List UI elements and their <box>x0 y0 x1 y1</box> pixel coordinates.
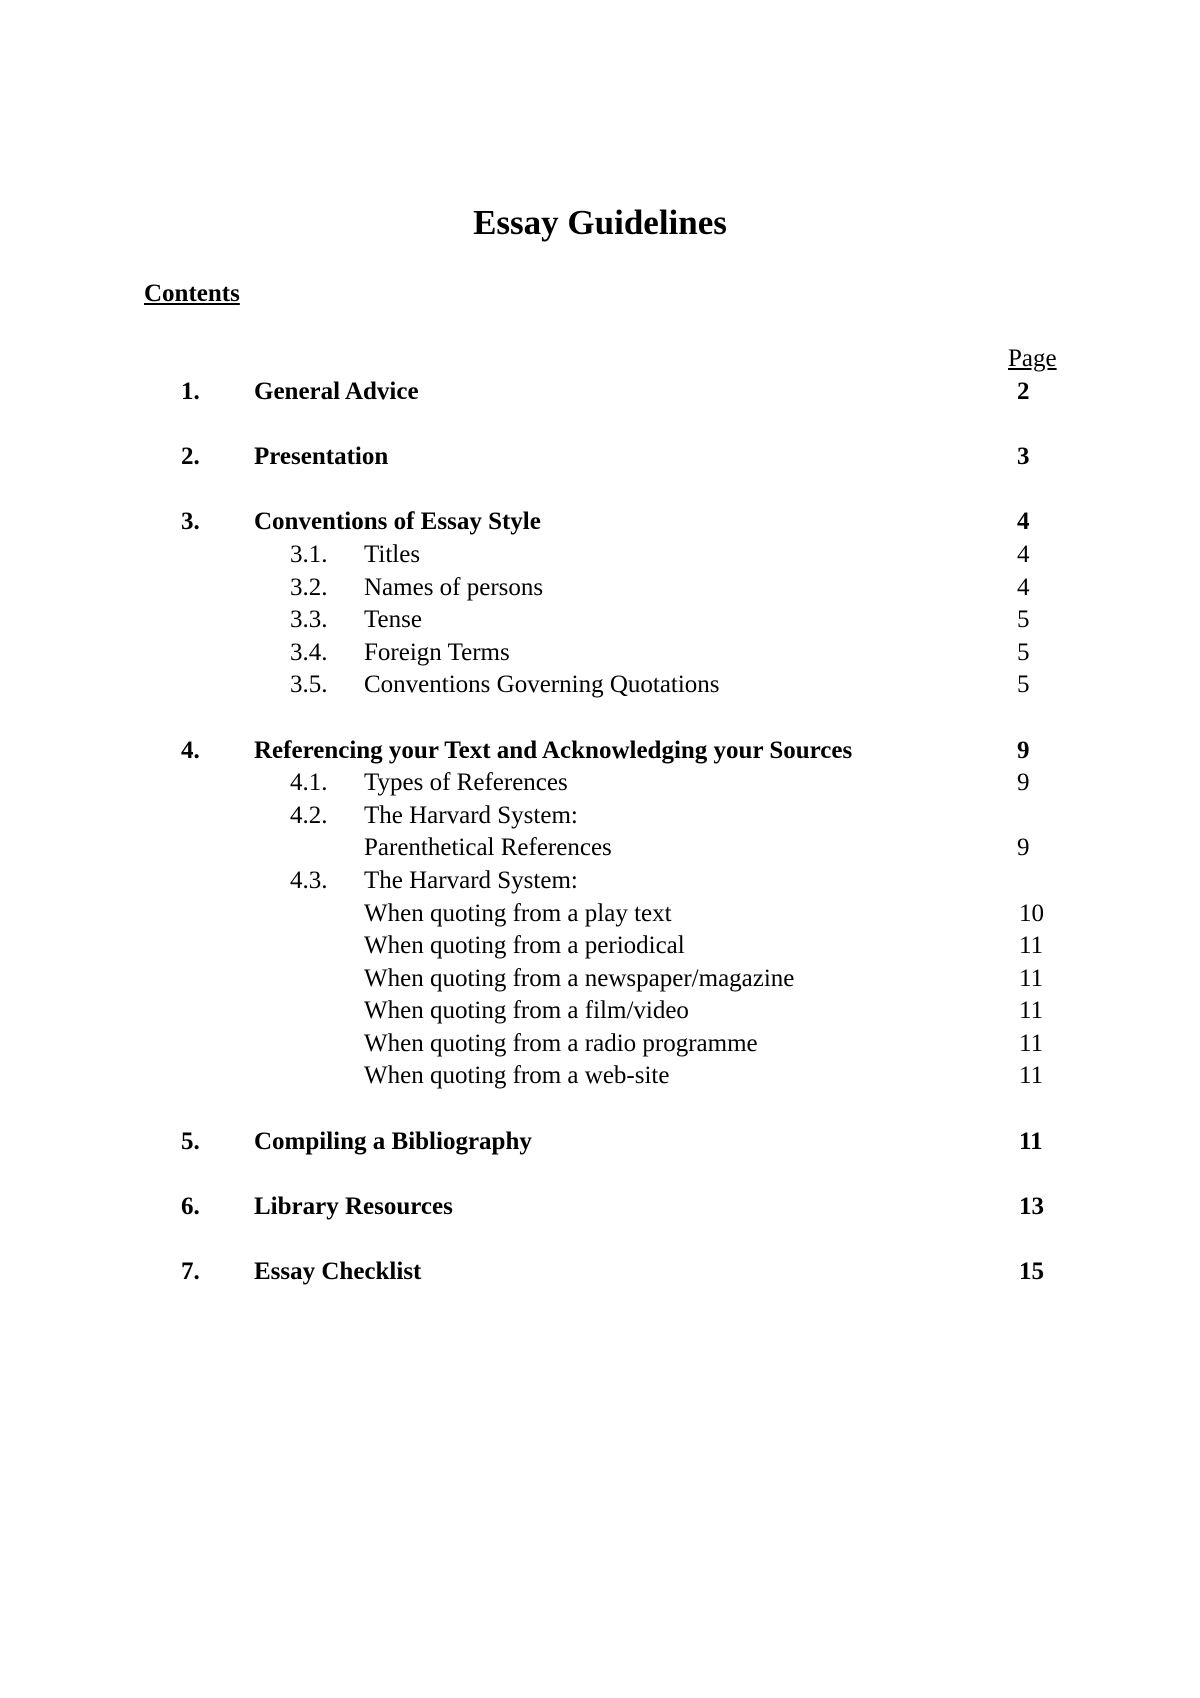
section-number: 1. <box>181 378 200 405</box>
toc-subsection-3-3 <box>0 604 1200 637</box>
section-number: 3. <box>181 508 200 536</box>
subsection-page: 5 <box>1017 671 1030 699</box>
item-label: When quoting from a periodical <box>364 932 685 960</box>
toc-subsection-4-1 <box>0 767 1200 800</box>
toc-item <box>0 930 1200 963</box>
subsection-label: Names of persons <box>364 573 544 601</box>
item-label: When quoting from a play text <box>364 899 672 927</box>
toc-subsection-3-5 <box>0 669 1200 702</box>
toc-subsection-3-4 <box>0 637 1200 670</box>
toc-item <box>0 1060 1200 1093</box>
section-page: 15 <box>1019 1258 1044 1286</box>
subsection-number: 3.5. <box>290 671 328 699</box>
section-label: Essay Checklist <box>254 1258 422 1286</box>
section-number: 7. <box>181 1258 200 1286</box>
section-label: Conventions of Essay Style <box>254 508 541 536</box>
toc-item <box>0 1028 1200 1061</box>
subsection-page: 4 <box>1017 540 1030 568</box>
subsection-label: Titles <box>364 540 421 568</box>
item-page: 10 <box>1019 899 1044 927</box>
section-page: 9 <box>1017 736 1030 764</box>
item-page: 11 <box>1019 1029 1044 1057</box>
item-label: When quoting from a film/video <box>364 997 689 1025</box>
subsection-number: 3.4. <box>290 638 328 666</box>
item-page: 11 <box>1019 964 1044 992</box>
section-page: 2 <box>1017 378 1030 405</box>
section-page: 3 <box>1017 443 1030 471</box>
subsection-number: 3.1. <box>290 540 328 568</box>
toc-section-4 <box>0 735 1200 768</box>
section-page: 11 <box>1019 1127 1043 1155</box>
section-label: Referencing your Text and Acknowledging your Sources <box>254 736 853 764</box>
subsection-label: Tense <box>364 606 422 634</box>
toc-section-2 <box>0 441 1200 474</box>
document-title: Essay Guidelines <box>473 203 727 242</box>
subsection-page: 4 <box>1017 573 1030 601</box>
toc-section-1 <box>0 376 1200 409</box>
subsection-label: Parenthetical References <box>364 834 612 862</box>
toc-subsection-4-2-continued <box>0 832 1200 865</box>
subsection-number: 3.2. <box>290 573 328 601</box>
toc-section-7 <box>0 1256 1200 1289</box>
section-number: 5. <box>181 1127 200 1155</box>
toc-subsection-3-1 <box>0 539 1200 572</box>
toc-item <box>0 995 1200 1028</box>
subsection-label: Conventions Governing Quotations <box>364 671 720 699</box>
subsection-number: 4.3. <box>290 866 328 894</box>
subsection-number: 3.3. <box>290 606 328 634</box>
toc-section-6 <box>0 1191 1200 1224</box>
item-page: 11 <box>1019 997 1044 1025</box>
subsection-label: The Harvard System: <box>364 866 578 894</box>
subsection-label: Types of References <box>364 769 568 797</box>
toc-subsection-3-2 <box>0 572 1200 605</box>
subsection-number: 4.1. <box>290 769 328 797</box>
contents-heading: Contents <box>144 280 240 307</box>
page-column-heading: Page <box>1008 345 1057 372</box>
toc-subsection-4-3 <box>0 865 1200 898</box>
item-label: When quoting from a newspaper/magazine <box>364 964 795 992</box>
subsection-page: 5 <box>1017 638 1030 666</box>
toc-item <box>0 898 1200 931</box>
section-label: Presentation <box>254 443 389 471</box>
subsection-page: 5 <box>1017 606 1030 634</box>
table-of-contents <box>0 376 1200 1289</box>
section-number: 6. <box>181 1192 200 1220</box>
subsection-label: Foreign Terms <box>364 638 510 666</box>
section-label: Library Resources <box>254 1192 453 1220</box>
subsection-label: The Harvard System: <box>364 801 578 829</box>
toc-item <box>0 963 1200 996</box>
item-label: When quoting from a radio programme <box>364 1029 758 1057</box>
section-number: 4. <box>181 736 200 764</box>
section-label: General Advice <box>254 378 419 405</box>
section-page: 4 <box>1017 508 1030 536</box>
item-label: When quoting from a web-site <box>364 1062 670 1090</box>
toc-section-3 <box>0 506 1200 539</box>
toc-subsection-4-2 <box>0 800 1200 833</box>
subsection-number: 4.2. <box>290 801 328 829</box>
section-page: 13 <box>1019 1192 1044 1220</box>
subsection-page: 9 <box>1017 834 1030 862</box>
item-page: 11 <box>1019 932 1044 960</box>
section-label: Compiling a Bibliography <box>254 1127 532 1155</box>
subsection-page: 9 <box>1017 769 1030 797</box>
section-number: 2. <box>181 443 200 471</box>
toc-section-5 <box>0 1126 1200 1159</box>
item-page: 11 <box>1019 1062 1044 1090</box>
